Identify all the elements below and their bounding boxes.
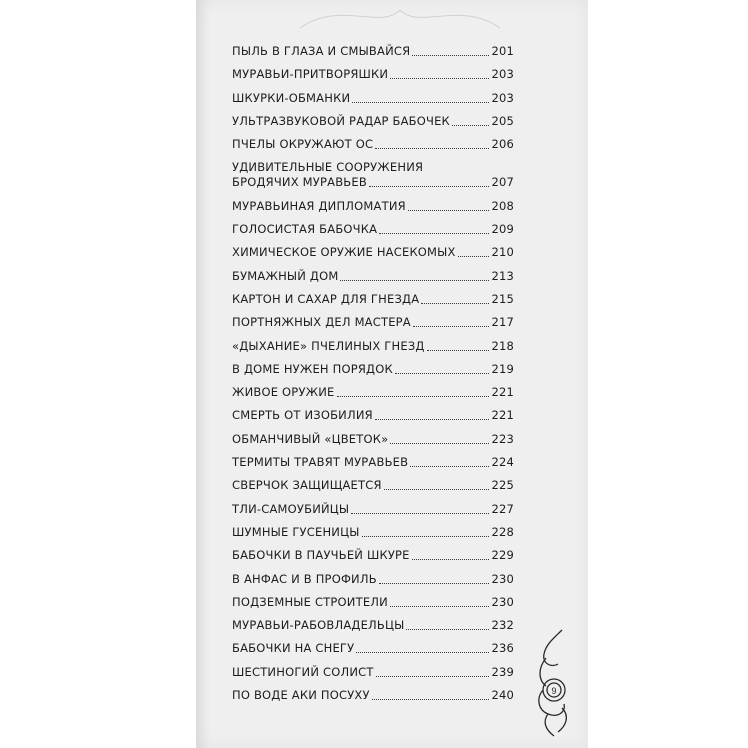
toc-entry-line [232,137,514,152]
toc-entry-page: 232 [491,618,514,633]
toc-entry-page: 221 [491,408,514,423]
toc-entry[interactable] [232,641,514,656]
toc-entry-line [232,572,514,587]
toc-entry[interactable] [232,137,514,152]
bleed-through-ornament-icon [280,0,520,30]
toc-entry-line [232,595,514,610]
toc-entry[interactable] [232,160,514,190]
toc-entry-page: 213 [491,268,514,283]
toc-entry-page: 209 [491,222,514,237]
toc-dot-leader [412,549,490,560]
toc-entry-line [232,408,514,423]
toc-entry-title: МУРАВЬИ-ПРИТВОРЯШКИ [232,67,389,82]
page-number: 9 [551,686,557,696]
toc-entry[interactable] [232,548,514,563]
toc-entry-page: 203 [491,67,514,82]
toc-entry-page: 217 [491,315,514,330]
toc-dot-leader [372,689,490,700]
toc-entry[interactable] [232,618,514,633]
toc-entry-page: 230 [491,594,514,609]
toc-dot-leader [375,409,490,420]
toc-dot-leader [458,246,490,257]
toc-entry-line [232,362,514,377]
toc-entry-page: 201 [491,44,514,58]
toc-dot-leader [340,270,489,281]
toc-entry-title: ХИМИЧЕСКОЕ ОРУЖИЕ НАСЕКОМЫХ [232,245,456,260]
toc-entry-title: БАБОЧКИ В ПАУЧЬЕЙ ШКУРЕ [232,548,410,563]
toc-dot-leader [413,316,490,327]
toc-entry-line [232,432,514,447]
toc-entry-line [232,525,514,540]
toc-entry-page: 219 [491,361,514,376]
toc-entry-title: КАРТОН И САХАР ДЛЯ ГНЕЗДА [232,291,420,306]
toc-entry-page: 218 [491,338,514,353]
toc-entry-title: СМЕРТЬ ОТ ИЗОБИЛИЯ [232,408,373,423]
toc-entry-title: ПЧЕЛЫ ОКРУЖАЮТ ОС [232,137,374,152]
page-fold-shadow [196,0,210,748]
toc-entry-line [232,175,514,190]
toc-entry-line [232,641,514,656]
toc-entry[interactable] [232,269,514,284]
toc-entry-line [232,478,514,493]
toc-dot-leader [410,456,489,467]
toc-entry-page: 239 [491,664,514,679]
toc-dot-leader [379,223,489,234]
toc-entry-line [232,114,514,129]
toc-dot-leader [376,666,490,677]
toc-entry-page: 225 [491,478,514,493]
toc-dot-leader [408,200,490,211]
toc-entry-page: 223 [491,431,514,446]
toc-entry-title: ЖИВОЕ ОРУЖИЕ [232,385,335,400]
toc-entry-title: УЛЬТРАЗВУКОВОЙ РАДАР БАБОЧЕК [232,113,450,128]
toc-entry-title: МУРАВЬИ-РАБОВЛАДЕЛЬЦЫ [232,618,405,633]
toc-entry-page: 221 [491,385,514,400]
toc-entry[interactable] [232,199,514,214]
toc-entry[interactable] [232,91,514,106]
toc-dot-leader [412,45,489,56]
toc-entry-page: 227 [491,501,514,516]
toc-dot-leader [421,293,489,304]
toc-entry-line [232,292,514,307]
toc-entry-title: СВЕРЧОК ЗАЩИЩАЕТСЯ [232,478,382,493]
toc-entry-line [232,665,514,680]
toc-entry-line [232,688,514,703]
toc-dot-leader [362,526,490,537]
toc-dot-leader [351,503,489,514]
toc-entry-page: 210 [491,245,514,260]
toc-entry-title-line1: УДИВИТЕЛЬНЫЕ СООРУЖЕНИЯ [232,160,424,175]
toc-entry[interactable] [232,595,514,610]
toc-entry-title: ПЫЛЬ В ГЛАЗА И СМЫВАЙСЯ [232,44,411,58]
toc-entry-title: БАБОЧКИ НА СНЕГУ [232,641,355,656]
spiral-ornament-icon [532,628,576,738]
toc-entry-line [232,385,514,400]
toc-entry-page: 230 [491,571,514,586]
toc-entry-title: ПОДЗЕМНЫЕ СТРОИТЕЛИ [232,594,388,609]
toc-entry[interactable] [232,688,514,703]
toc-entry-title: В АНФАС И В ПРОФИЛЬ [232,571,377,586]
toc-dot-leader [427,340,490,351]
toc-dot-leader [379,573,490,584]
toc-entry-line [232,502,514,517]
toc-entry[interactable] [232,222,514,237]
toc-dot-leader [390,68,489,79]
toc-entry[interactable] [232,502,514,517]
toc-entry-title: ТЛИ-САМОУБИЙЦЫ [232,501,350,516]
toc-dot-leader [406,619,489,630]
toc-dot-leader [356,642,489,653]
toc-entry-page: 215 [491,291,514,306]
toc-entry[interactable] [232,572,514,587]
toc-entry[interactable] [232,525,514,540]
toc-entry-page: 224 [491,455,514,470]
toc-entry-title: БУМАЖНЫЙ ДОМ [232,268,339,283]
toc-entry-line [232,222,514,237]
toc-dot-leader [352,92,489,103]
toc-entry-line [232,245,514,260]
toc-entry[interactable] [232,432,514,447]
toc-entry[interactable] [232,245,514,260]
toc-entry[interactable] [232,315,514,330]
toc-entry[interactable] [232,385,514,400]
toc-entry-title: БРОДЯЧИХ МУРАВЬЕВ [232,175,367,190]
toc-entry[interactable] [232,408,514,423]
toc-entry-page: 207 [491,175,514,190]
toc-dot-leader [337,386,490,397]
toc-entry-title: ПО ВОДЕ АКИ ПОСУХУ [232,688,370,703]
toc-entry-line [232,548,514,563]
toc-dot-leader [375,138,489,149]
toc-entry-page: 240 [491,688,514,703]
toc-entry-page: 208 [491,198,514,213]
toc-entry[interactable] [232,114,514,129]
toc-entry-title: МУРАВЬИНАЯ ДИПЛОМАТИЯ [232,198,406,213]
toc-entry-title: ПОРТНЯЖНЫХ ДЕЛ МАСТЕРА [232,315,411,330]
toc-entry-title: ШКУРКИ-ОБМАНКИ [232,90,351,105]
toc-dot-leader [395,363,490,374]
toc-entry-line [232,91,514,106]
toc-dot-leader [390,433,489,444]
toc-entry-title: В ДОМЕ НУЖЕН ПОРЯДОК [232,361,393,376]
toc-entry-title: ШЕСТИНОГИЙ СОЛИСТ [232,664,374,679]
toc-entry-page: 203 [491,90,514,105]
toc-entry-line [232,618,514,633]
toc-dot-leader [452,115,490,126]
toc-entry[interactable] [232,665,514,680]
toc-entry[interactable] [232,478,514,493]
toc-entry[interactable] [232,292,514,307]
toc-entry-page: 236 [491,641,514,656]
table-of-contents [232,44,514,711]
toc-dot-leader [390,596,489,607]
toc-entry-title: ГОЛОСИСТАЯ БАБОЧКА [232,222,378,237]
toc-entry-line [232,315,514,330]
toc-entry-line [232,44,514,59]
toc-entry-page: 229 [491,548,514,563]
toc-entry-page: 228 [491,524,514,539]
toc-entry-title: ШУМНЫЕ ГУСЕНИЦЫ [232,524,360,539]
toc-entry[interactable] [232,339,514,354]
toc-entry-page: 206 [491,137,514,152]
toc-entry-line [232,269,514,284]
toc-entry[interactable] [232,455,514,470]
toc-dot-leader [369,176,490,187]
toc-entry-line [232,339,514,354]
toc-entry-line [232,67,514,82]
toc-entry-page: 205 [491,113,514,128]
toc-entry-title: «ДЫХАНИЕ» ПЧЕЛИНЫХ ГНЕЗД [232,338,425,353]
toc-entry[interactable] [232,44,514,59]
toc-entry-title: ТЕРМИТЫ ТРАВЯТ МУРАВЬЕВ [232,455,409,470]
toc-entry[interactable] [232,67,514,82]
toc-dot-leader [384,479,490,490]
toc-entry-line [232,199,514,214]
toc-entry[interactable] [232,362,514,377]
toc-entry-line [232,455,514,470]
toc-entry-title: ОБМАНЧИВЫЙ «ЦВЕТОК» [232,431,389,446]
